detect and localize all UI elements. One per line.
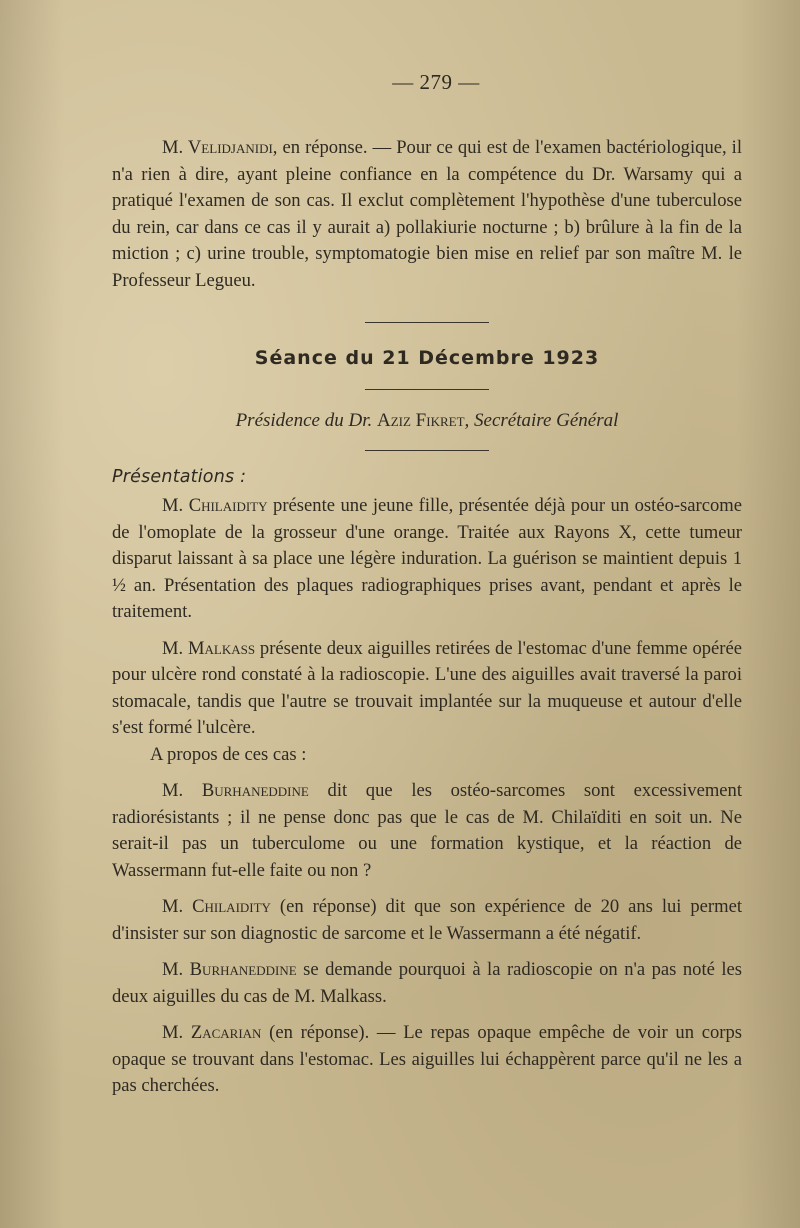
- paragraph: [112, 778, 742, 884]
- paragraph-text: , en réponse. — Pour ce qui est de l'examen bactériologique, il n'a rien à dire, ayant pleine confiance en la compétence du Dr. Warsamy qui a pratiqué l'examen de son cas. Il exclut complètement l'hypothèse d'une tuberculose du rein, car dans ce cas il y aurait a) pollakiurie nocturne ; b) brûlure à la fin de la miction ; c) urine trouble, symptomatogie bien mise en relief par son maître M. le Professeur Legueu.: [112, 137, 743, 291]
- presidency-line: Présidence du Dr. Aziz Fikret, Secrétaire Général: [235, 410, 619, 431]
- paragraph-text: (en réponse). — Le repas opaque empêche de voir un corps opaque se trouvant dans l'estomac. Les aiguilles lui échappèrent parce qu'il ne les a pas cherchées.: [112, 1022, 742, 1096]
- paragraph-text: présente une jeune fille, présentée déjà pour un ostéo-sarcome de l'omoplate de la grosseur d'une orange. Traitée aux Rayons X, cette tumeur disparut laissant à sa place une légère induration. La guérison se maintient depuis 1 ½ an. Présentation des plaques radiographiques prises avant, pendant et après le traitement.: [112, 495, 743, 622]
- speaker-name: M. Malkass: [162, 637, 256, 659]
- paragraph-text: A propos de ces cas :: [150, 743, 307, 765]
- paragraph-text: présente deux aiguilles retirées de l'estomac d'une femme opérée pour ulcère rond constaté à la radioscopie. L'une des aiguilles avait traversé la paroi stomacale, tandis que l'autre se trouvait implantée sur la muqueuse et autour d'elle s'est formé l'ulcère.: [112, 637, 742, 738]
- paragraph: [112, 493, 742, 626]
- paragraph: [112, 742, 742, 769]
- section-divider: [365, 389, 489, 390]
- paragraph: [112, 636, 742, 742]
- paragraph: [112, 957, 742, 1010]
- presentations-heading: Présentations :: [112, 467, 247, 487]
- document-page: [112, 70, 742, 1100]
- page-number: — 279 —: [392, 70, 480, 94]
- speaker-name: M. Chilaidity: [162, 896, 271, 917]
- speaker-name: M. Chilaidity: [162, 495, 268, 516]
- paragraph-text: se demande pourquoi à la radioscopie on n'a pas noté les deux aiguilles du cas de M. Malkass.: [112, 959, 742, 1007]
- speaker-name: M. Velidjanidi: [162, 137, 273, 158]
- section-divider: [365, 450, 489, 451]
- session-heading: Séance du 21 Décembre 1923: [254, 347, 600, 369]
- speaker-name: M. Zacarian: [162, 1022, 262, 1043]
- president-name: Aziz Fikret: [377, 410, 465, 431]
- section-divider: [365, 322, 489, 323]
- speaker-name: M. Burhaneddine: [162, 959, 297, 980]
- paragraph: [112, 894, 742, 947]
- paragraph-text: dit que les ostéo-sarcomes sont excessivement radiorésistants ; il ne pense donc pas que le cas de M. Chilaïditi en soit un. Ne serait-il pas un tuberculome ou une formation kystique, et la réaction de Wassermann fut-elle faite ou non ?: [112, 780, 742, 881]
- paragraph: [112, 1020, 742, 1100]
- paragraph-velidjanidi: [112, 135, 742, 294]
- paragraph-text: (en réponse) dit que son expérience de 20 ans lui permet d'insister sur son diagnostic de sarcome et le Wassermann a été négatif.: [112, 896, 743, 944]
- speaker-name: M. Burhaneddine: [162, 780, 309, 801]
